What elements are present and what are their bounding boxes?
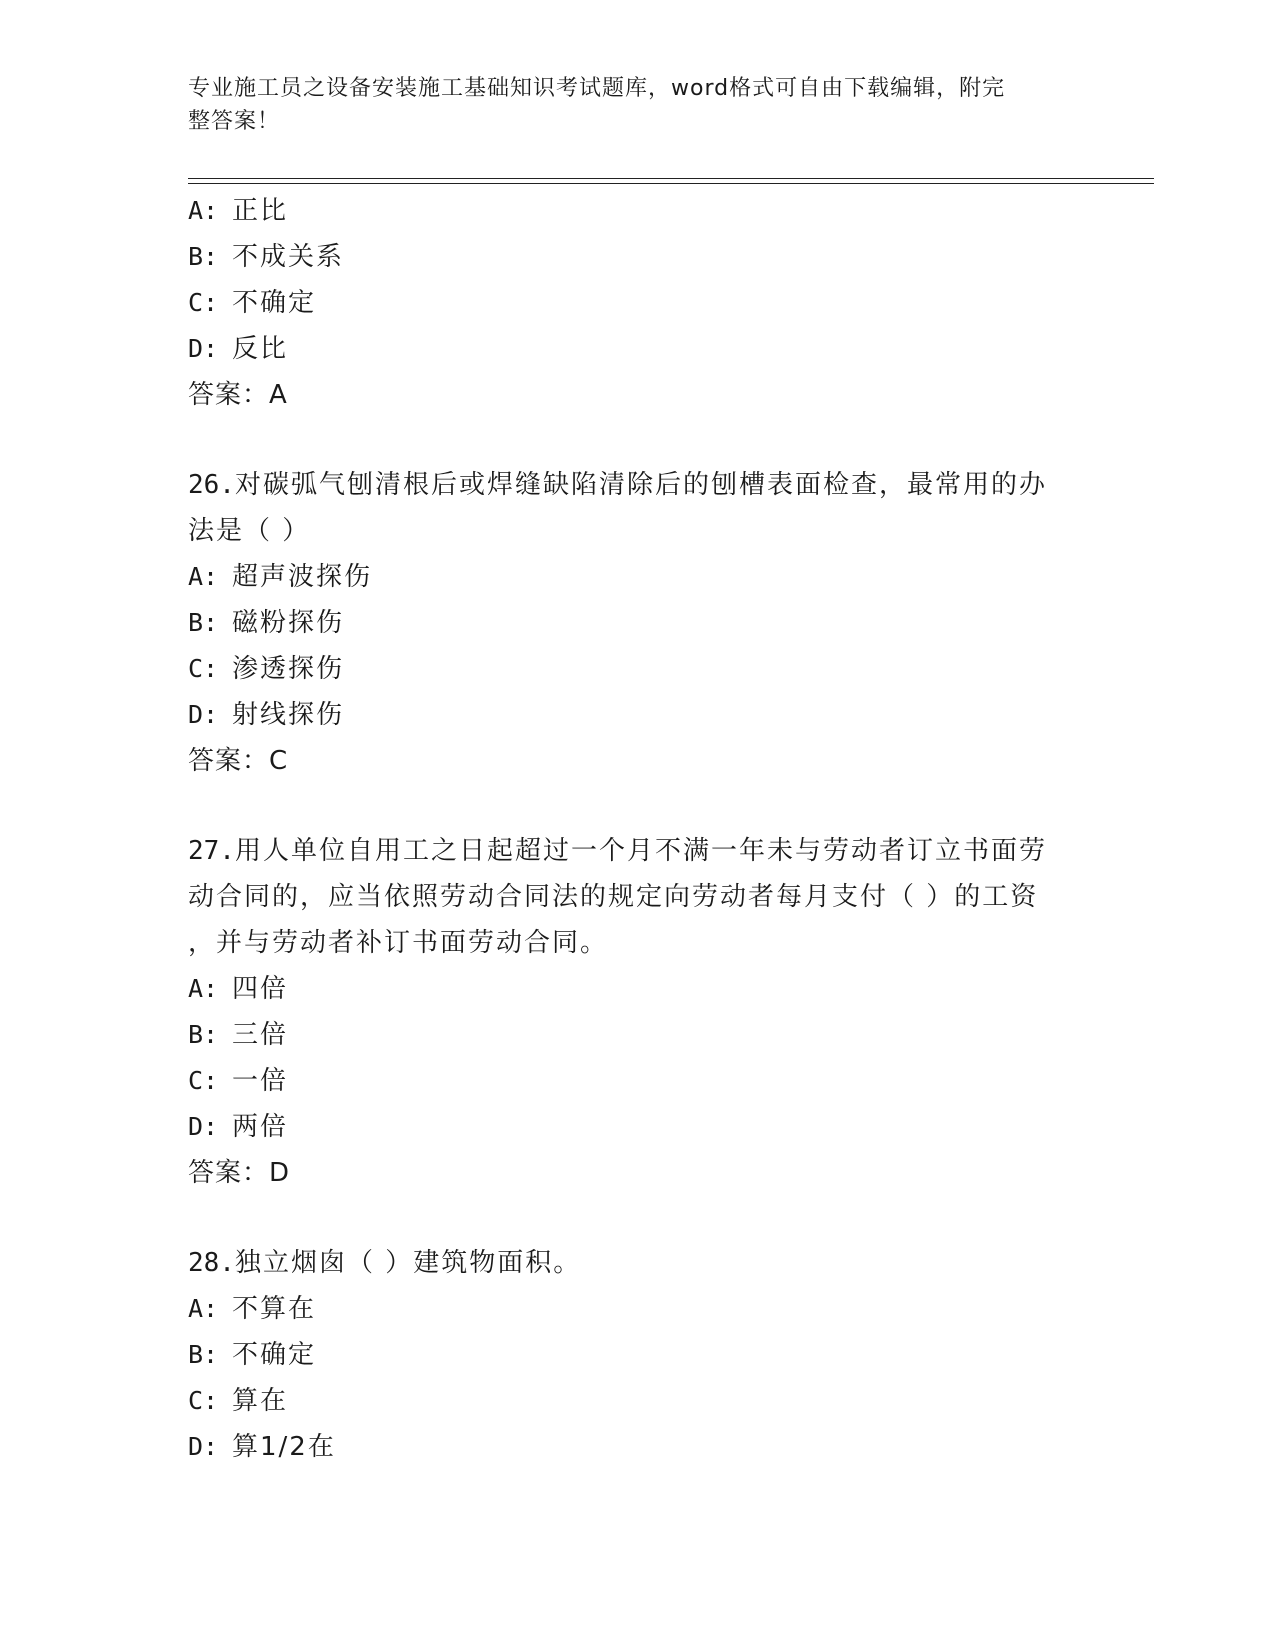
option-letter: A: [188, 974, 219, 1003]
option-b [188, 1332, 1088, 1378]
option-letter: B: [188, 1340, 219, 1369]
question-text-line [188, 920, 1088, 966]
option-b [188, 1012, 1088, 1058]
question-text-line [188, 828, 1088, 874]
option-letter: D: [188, 1112, 219, 1141]
answer-value: C [269, 746, 289, 776]
option-letter: A: [188, 1294, 219, 1323]
option-letter: B: [188, 1020, 219, 1049]
option-text: 射线探伤 [232, 700, 345, 730]
option-letter: C: [188, 1386, 219, 1415]
question-26 [188, 462, 1088, 784]
option-c [188, 1378, 1088, 1424]
option-d [188, 1424, 1088, 1470]
question-number: 26. [188, 470, 235, 500]
option-text: 反比 [232, 334, 289, 364]
option-letter: D: [188, 700, 219, 729]
header-divider-top [188, 178, 1154, 179]
answer-value: A [269, 380, 288, 410]
answer-line [188, 738, 1088, 784]
question-text: 用人单位自用工之日起超过一个月不满一年未与劳动者订立书面劳 [234, 836, 1047, 866]
option-c [188, 280, 1088, 326]
option-text: 两倍 [232, 1112, 289, 1142]
option-letter: D: [188, 334, 219, 363]
answer-line [188, 1150, 1088, 1196]
option-letter: C: [188, 288, 219, 317]
header-line-2: 整答案！ [188, 109, 281, 134]
option-a [188, 188, 1088, 234]
option-text: 不确定 [232, 1340, 317, 1370]
option-text: 算1/2在 [232, 1432, 336, 1462]
answer-label: 答案： [188, 746, 270, 776]
header-line-1: 专业施工员之设备安装施工基础知识考试题库，word格式可自由下载编辑，附完 [188, 76, 1006, 101]
option-letter: B: [188, 242, 219, 271]
option-d [188, 692, 1088, 738]
option-text: 四倍 [232, 974, 289, 1004]
option-text: 不确定 [232, 288, 317, 318]
question-text-line [188, 462, 1088, 508]
question-text: 法是（ ） [188, 516, 311, 546]
option-letter: A: [188, 196, 219, 225]
answer-label: 答案： [188, 1158, 270, 1188]
option-text: 一倍 [232, 1066, 289, 1096]
question-text: 动合同的，应当依照劳动合同法的规定向劳动者每月支付（ ）的工资 [188, 882, 1039, 912]
option-text: 超声波探伤 [232, 562, 373, 592]
question-text-line [188, 1240, 1088, 1286]
option-text: 三倍 [232, 1020, 289, 1050]
option-a [188, 966, 1088, 1012]
option-a [188, 1286, 1088, 1332]
question-number: 27. [188, 836, 235, 866]
question-text-line [188, 508, 1088, 554]
option-a [188, 554, 1088, 600]
question-28 [188, 1240, 1088, 1470]
option-text: 磁粉探伤 [232, 608, 345, 638]
option-letter: C: [188, 1066, 219, 1095]
option-d [188, 1104, 1088, 1150]
option-letter: C: [188, 654, 219, 683]
option-b [188, 600, 1088, 646]
prev-question-block [188, 188, 1088, 418]
option-letter: D: [188, 1432, 219, 1461]
answer-line [188, 372, 1088, 418]
question-27 [188, 828, 1088, 1196]
question-text: ，并与劳动者补订书面劳动合同。 [188, 928, 609, 958]
question-text: 对碳弧气刨清根后或焊缝缺陷清除后的刨槽表面检查，最常用的办 [234, 470, 1047, 500]
option-text: 正比 [232, 196, 289, 226]
option-text: 算在 [232, 1386, 289, 1416]
option-text: 不成关系 [232, 242, 345, 272]
option-text: 不算在 [232, 1294, 317, 1324]
option-c [188, 1058, 1088, 1104]
question-text: 独立烟囱（ ）建筑物面积。 [234, 1248, 582, 1278]
answer-value: D [269, 1158, 291, 1188]
answer-label: 答案： [188, 380, 270, 410]
option-c [188, 646, 1088, 692]
option-d [188, 326, 1088, 372]
question-number: 28. [188, 1248, 235, 1278]
question-text-line [188, 874, 1088, 920]
question-list [188, 188, 1088, 1470]
header-divider-bottom [188, 183, 1154, 184]
option-letter: A: [188, 562, 219, 591]
option-text: 渗透探伤 [232, 654, 345, 684]
document-header [188, 72, 1068, 138]
option-letter: B: [188, 608, 219, 637]
option-b [188, 234, 1088, 280]
